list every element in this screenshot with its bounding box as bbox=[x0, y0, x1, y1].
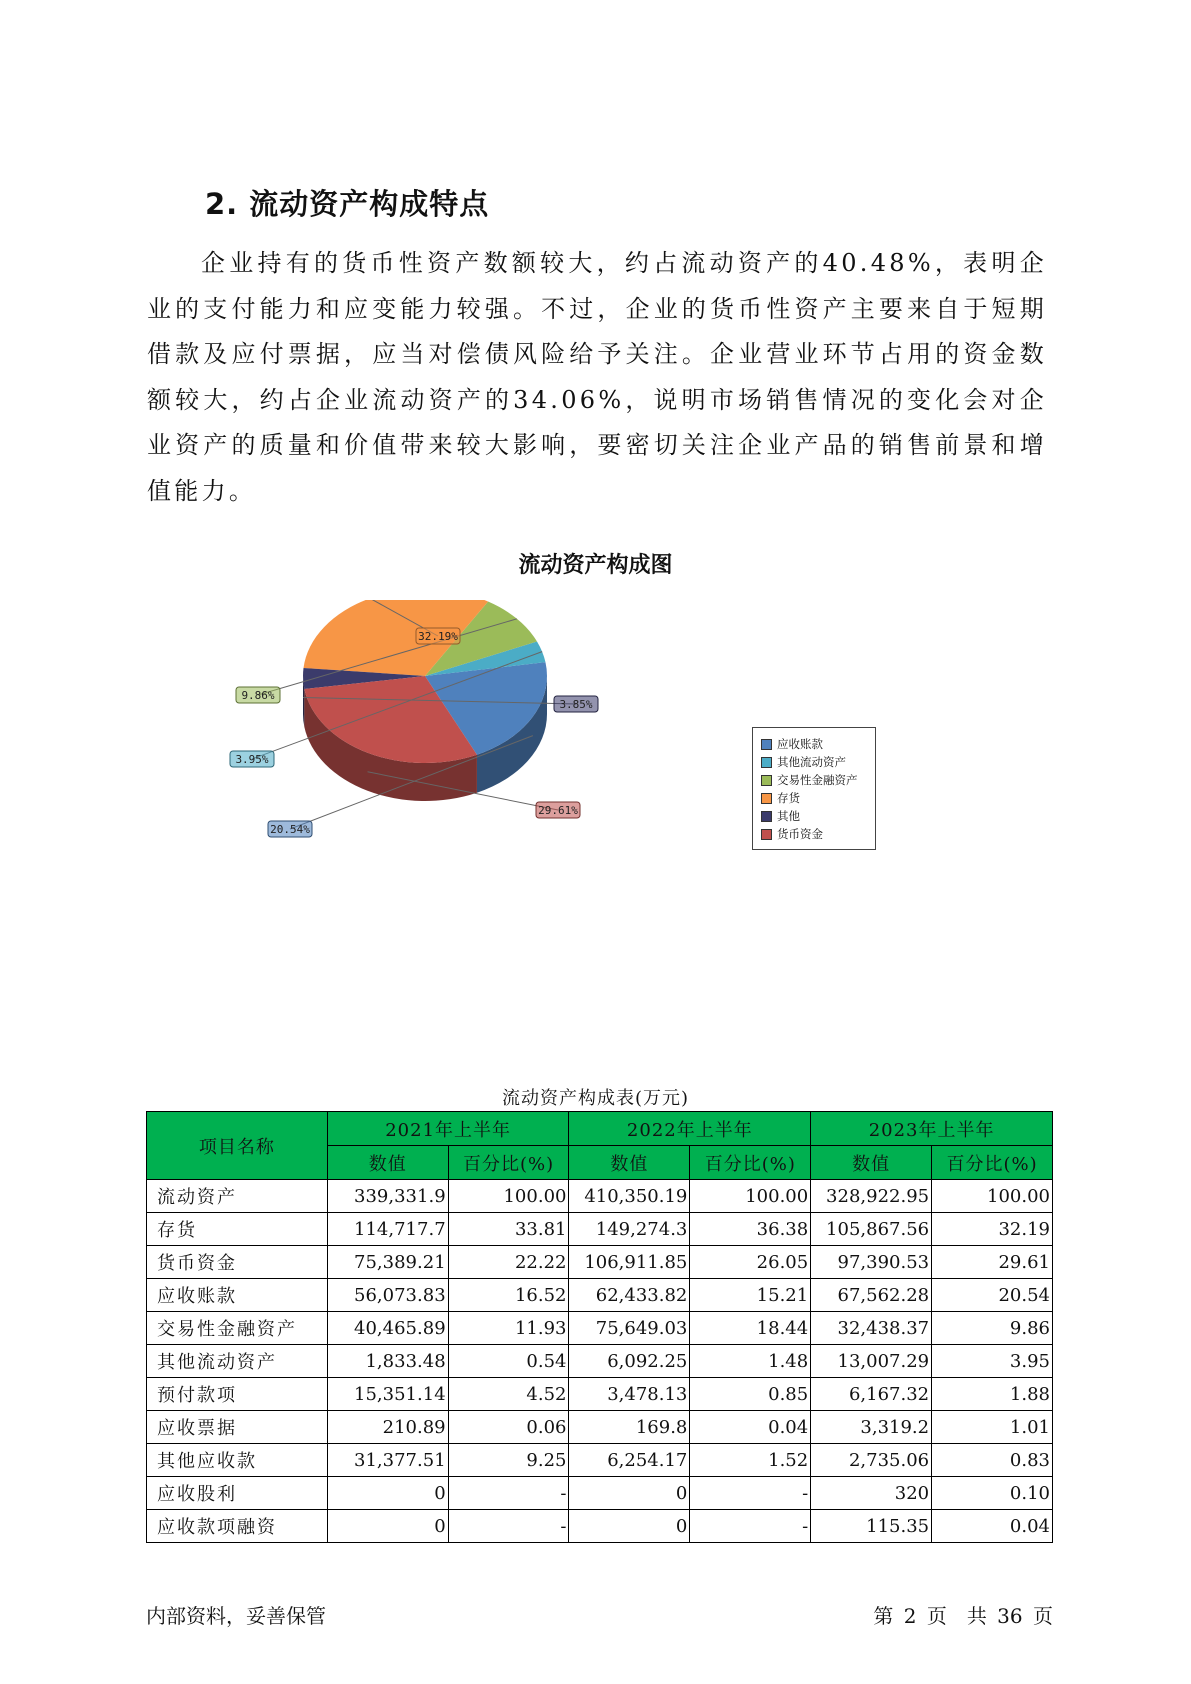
percent-cell: 0.83 bbox=[932, 1444, 1053, 1477]
table-row bbox=[147, 1444, 1053, 1477]
percent-cell: 100.00 bbox=[932, 1180, 1053, 1213]
value-cell: 97,390.53 bbox=[811, 1246, 932, 1279]
percent-cell: 3.95 bbox=[932, 1345, 1053, 1378]
data-label: 20.54% bbox=[270, 823, 310, 836]
header-value: 数值 bbox=[811, 1146, 932, 1180]
percent-cell: 1.48 bbox=[690, 1345, 811, 1378]
percent-cell: 0.04 bbox=[932, 1510, 1053, 1543]
value-cell: 62,433.82 bbox=[569, 1279, 690, 1312]
data-label: 29.61% bbox=[538, 804, 578, 817]
percent-cell: 15.21 bbox=[690, 1279, 811, 1312]
percent-cell: 4.52 bbox=[448, 1378, 569, 1411]
data-label: 3.95% bbox=[235, 753, 269, 766]
legend-item bbox=[761, 771, 875, 789]
value-cell: 6,092.25 bbox=[569, 1345, 690, 1378]
legend-swatch bbox=[761, 739, 772, 750]
row-label: 货币资金 bbox=[147, 1246, 328, 1279]
value-cell: 13,007.29 bbox=[811, 1345, 932, 1378]
row-label: 应收账款 bbox=[147, 1279, 328, 1312]
row-label: 流动资产 bbox=[147, 1180, 328, 1213]
value-cell: 75,389.21 bbox=[327, 1246, 448, 1279]
row-label: 应收票据 bbox=[147, 1411, 328, 1444]
percent-cell: 26.05 bbox=[690, 1246, 811, 1279]
value-cell: 0 bbox=[327, 1510, 448, 1543]
value-cell: 67,562.28 bbox=[811, 1279, 932, 1312]
data-label: 32.19% bbox=[418, 630, 458, 643]
value-cell: 32,438.37 bbox=[811, 1312, 932, 1345]
table-row bbox=[147, 1510, 1053, 1543]
percent-cell: - bbox=[690, 1510, 811, 1543]
percent-cell: 20.54 bbox=[932, 1279, 1053, 1312]
percent-cell: 1.01 bbox=[932, 1411, 1053, 1444]
header-period: 2023年上半年 bbox=[811, 1112, 1053, 1146]
value-cell: 0 bbox=[569, 1477, 690, 1510]
value-cell: 0 bbox=[569, 1510, 690, 1543]
value-cell: 410,350.19 bbox=[569, 1180, 690, 1213]
body-paragraph: 企业持有的货币性资产数额较大，约占流动资产的40.48%，表明企业的支付能力和应变能力较强。不过，企业的货币性资产主要来自于短期借款及应付票据，应当对偿债风险给予关注。企业营业环节占用的资金数额较大，约占企业流动资产的34.06%，说明市场销售情况的变化会对企业资产的质量和价值带来较大影响，要密切关注企业产品的销售前景和增值能力。 bbox=[147, 249, 1047, 505]
percent-cell: 0.04 bbox=[690, 1411, 811, 1444]
value-cell: 75,649.03 bbox=[569, 1312, 690, 1345]
table-row bbox=[147, 1378, 1053, 1411]
percent-cell: 36.38 bbox=[690, 1213, 811, 1246]
percent-cell: 9.86 bbox=[932, 1312, 1053, 1345]
value-cell: 6,167.32 bbox=[811, 1378, 932, 1411]
header-period: 2022年上半年 bbox=[569, 1112, 811, 1146]
percent-cell: 29.61 bbox=[932, 1246, 1053, 1279]
header-item-name: 项目名称 bbox=[147, 1112, 328, 1180]
percent-cell: 0.54 bbox=[448, 1345, 569, 1378]
value-cell: 2,735.06 bbox=[811, 1444, 932, 1477]
percent-cell: 1.52 bbox=[690, 1444, 811, 1477]
percent-cell: 32.19 bbox=[932, 1213, 1053, 1246]
chart-title: 流动资产构成图 bbox=[518, 553, 673, 578]
percent-cell: - bbox=[448, 1477, 569, 1510]
header-percent: 百分比(%) bbox=[448, 1146, 569, 1180]
value-cell: 339,331.9 bbox=[327, 1180, 448, 1213]
percent-cell: 100.00 bbox=[448, 1180, 569, 1213]
data-label: 9.86% bbox=[241, 689, 275, 702]
row-label: 预付款项 bbox=[147, 1378, 328, 1411]
value-cell: 115.35 bbox=[811, 1510, 932, 1543]
row-label: 应收股利 bbox=[147, 1477, 328, 1510]
table-row bbox=[147, 1213, 1053, 1246]
row-label: 交易性金融资产 bbox=[147, 1312, 328, 1345]
percent-cell: 33.81 bbox=[448, 1213, 569, 1246]
data-label: 3.85% bbox=[559, 698, 593, 711]
table-row bbox=[147, 1345, 1053, 1378]
legend-item bbox=[761, 789, 875, 807]
header-value: 数值 bbox=[327, 1146, 448, 1180]
legend-swatch bbox=[761, 775, 772, 786]
value-cell: 114,717.7 bbox=[327, 1213, 448, 1246]
legend-item bbox=[761, 825, 875, 843]
value-cell: 3,319.2 bbox=[811, 1411, 932, 1444]
value-cell: 56,073.83 bbox=[327, 1279, 448, 1312]
header-value: 数值 bbox=[569, 1146, 690, 1180]
value-cell: 1,833.48 bbox=[327, 1345, 448, 1378]
value-cell: 149,274.3 bbox=[569, 1213, 690, 1246]
table-row bbox=[147, 1411, 1053, 1444]
value-cell: 3,478.13 bbox=[569, 1378, 690, 1411]
header-period: 2021年上半年 bbox=[327, 1112, 569, 1146]
value-cell: 40,465.89 bbox=[327, 1312, 448, 1345]
legend-swatch bbox=[761, 757, 772, 768]
legend-label: 其他流动资产 bbox=[777, 755, 846, 769]
percent-cell: 16.52 bbox=[448, 1279, 569, 1312]
percent-cell: 100.00 bbox=[690, 1180, 811, 1213]
percent-cell: 9.25 bbox=[448, 1444, 569, 1477]
legend-label: 交易性金融资产 bbox=[777, 773, 858, 787]
percent-cell: 0.85 bbox=[690, 1378, 811, 1411]
footer-confidential-note: 内部资料，妥善保管 bbox=[146, 1604, 326, 1628]
percent-cell: 11.93 bbox=[448, 1312, 569, 1345]
percent-cell: 1.88 bbox=[932, 1378, 1053, 1411]
legend-swatch bbox=[761, 829, 772, 840]
percent-cell: - bbox=[690, 1477, 811, 1510]
table-row bbox=[147, 1477, 1053, 1510]
legend-swatch bbox=[761, 793, 772, 804]
row-label: 其他流动资产 bbox=[147, 1345, 328, 1378]
section-heading: 2. 流动资产构成特点 bbox=[205, 187, 490, 221]
row-label: 存货 bbox=[147, 1213, 328, 1246]
value-cell: 31,377.51 bbox=[327, 1444, 448, 1477]
legend-item bbox=[761, 753, 875, 771]
legend-item bbox=[761, 807, 875, 825]
percent-cell: 22.22 bbox=[448, 1246, 569, 1279]
value-cell: 0 bbox=[327, 1477, 448, 1510]
value-cell: 6,254.17 bbox=[569, 1444, 690, 1477]
legend-swatch bbox=[761, 811, 772, 822]
legend-label: 其他 bbox=[777, 809, 800, 823]
legend-label: 应收账款 bbox=[777, 737, 823, 751]
row-label: 应收款项融资 bbox=[147, 1510, 328, 1543]
footer-page-number: 第 2 页 共 36 页 bbox=[873, 1604, 1053, 1628]
legend-label: 货币资金 bbox=[777, 827, 823, 841]
current-assets-table bbox=[146, 1111, 1053, 1543]
value-cell: 169.8 bbox=[569, 1411, 690, 1444]
header-percent: 百分比(%) bbox=[690, 1146, 811, 1180]
percent-cell: 18.44 bbox=[690, 1312, 811, 1345]
value-cell: 106,911.85 bbox=[569, 1246, 690, 1279]
value-cell: 105,867.56 bbox=[811, 1213, 932, 1246]
table-title: 流动资产构成表(万元) bbox=[501, 1088, 690, 1109]
value-cell: 210.89 bbox=[327, 1411, 448, 1444]
pie-chart bbox=[220, 600, 640, 850]
table-row bbox=[147, 1279, 1053, 1312]
value-cell: 328,922.95 bbox=[811, 1180, 932, 1213]
legend-item bbox=[761, 735, 875, 753]
legend-label: 存货 bbox=[777, 791, 800, 805]
value-cell: 320 bbox=[811, 1477, 932, 1510]
percent-cell: - bbox=[448, 1510, 569, 1543]
chart-legend bbox=[752, 727, 876, 850]
table-row bbox=[147, 1312, 1053, 1345]
percent-cell: 0.10 bbox=[932, 1477, 1053, 1510]
table-row bbox=[147, 1246, 1053, 1279]
header-percent: 百分比(%) bbox=[932, 1146, 1053, 1180]
percent-cell: 0.06 bbox=[448, 1411, 569, 1444]
table-row bbox=[147, 1180, 1053, 1213]
row-label: 其他应收款 bbox=[147, 1444, 328, 1477]
value-cell: 15,351.14 bbox=[327, 1378, 448, 1411]
